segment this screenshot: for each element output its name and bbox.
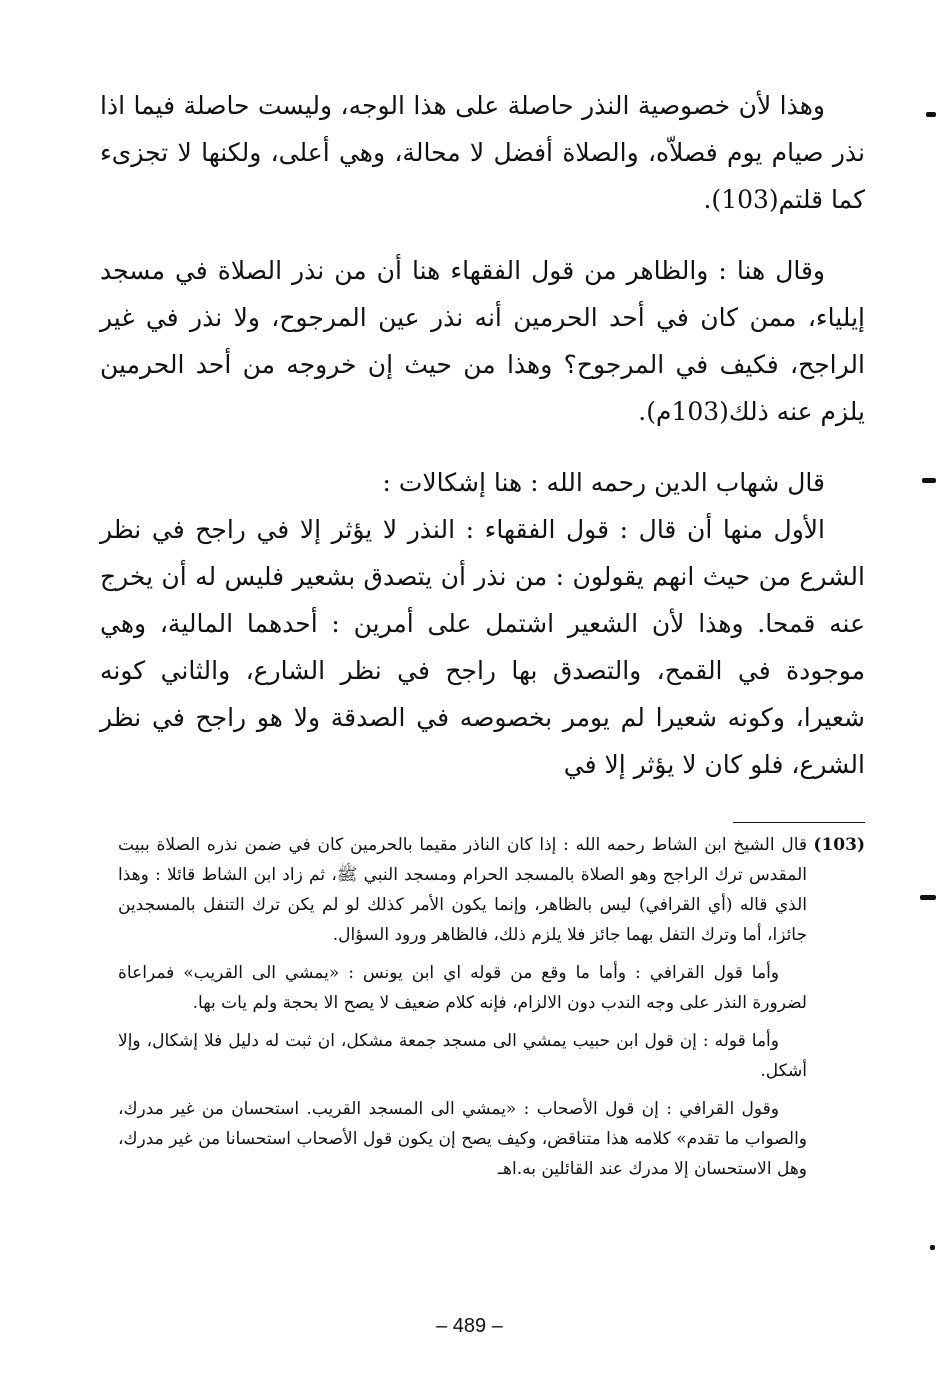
paragraph-1: وهذا لأن خصوصية النذر حاصلة على هذا الوجه، وليست حاصلة فيما اذا نذر صيام يوم فصلاّه، والصلاة أفضل لا محالة، وهي أعلى، ولكنها لا تجزىء كما قلتم(103). bbox=[100, 91, 865, 214]
footnote-divider bbox=[733, 822, 865, 823]
page-number: – 489 – bbox=[436, 1315, 503, 1337]
section-heading: قال شهاب الدين رحمه الله : هنا إشكالات : bbox=[382, 468, 825, 497]
footnotes bbox=[118, 830, 865, 1184]
scan-mark bbox=[920, 895, 936, 900]
footnote-103 bbox=[118, 830, 865, 1184]
footnote-paragraph-2: وأما قول القرافي : وأما ما وقع من قوله اي ابن يونس : «يمشي الى القريب» فمراعاة لضرورة النذر على وجه الندب دون الالزام، فإنه كلام ضعيف لا يصح الا بحجة ولم يات بها. bbox=[118, 963, 807, 1013]
scan-mark bbox=[922, 478, 936, 483]
footnote-paragraph-3: وأما قوله : إن قول ابن حبيب يمشي الى مسجد جمعة مشكل، ان ثبت له دليل فلا إشكال، وإلا أشكل. bbox=[118, 1031, 807, 1081]
scan-mark bbox=[926, 112, 936, 117]
footnote-paragraph-4: وقول القرافي : إن قول الأصحاب : «يمشي الى المسجد القريب. استحسان من غير مدرك، والصواب ما تقدم» كلامه هذا متناقض، وكيف يصح إن يكون قول الأصحاب استحسانا من غير مدرك، وهل الاستحسان إلا مدرك عند القائلين به.اهـ bbox=[118, 1099, 807, 1179]
paragraph-3: الأول منها أن قال : قول الفقهاء : النذر لا يؤثر إلا في راجح في نظر الشرع من حيث انهم يقولون : من نذر أن يتصدق بشعير فليس له أن يخرج عنه قمحا. وهذا لأن الشعير اشتمل على أمرين : أحدهما المالية، وهي موجودة في القمح، والتصدق بها راجح في نظر الشارع، والثاني كونه شعيرا، وكونه شعيرا لم يومر بخصوصه في الصدقة ولا هو راجح في نظر الشرع، فلو كان لا يؤثر إلا في bbox=[100, 515, 865, 779]
footnote-number: (103) bbox=[813, 835, 865, 855]
footnote-paragraph-1: قال الشيخ ابن الشاط رحمه الله : إذا كان الناذر مقيما بالحرمين كان في ضمن نذره الصلاة ببيت المقدس ترك الراجح وهو الصلاة بالمسجد الحرام ومسجد النبي ﷺ، ثم زاد ابن الشاط قائلا : وهذا الذي قاله (أي القرافي) ليس بالظاهر، وإنما يكون الأمر كذلك لو لم يكن ترك التنفل بالمسجدين جائزا، أما وترك التفل بهما جائز فلا يلزم ذلك، فالظاهر ورود السؤال. bbox=[118, 835, 807, 945]
paragraph-2: وقال هنا : والظاهر من قول الفقهاء هنا أن من نذر الصلاة في مسجد إيلياء، ممن كان في أحد الحرمين أنه نذر عين المرجوح، ولا نذر في غير الراجح، فكيف في المرجوح؟ وهذا من حيث إن خروجه من أحد الحرمين يلزم عنه ذلك(103م). bbox=[100, 256, 865, 426]
scan-mark bbox=[930, 1245, 935, 1250]
main-text bbox=[100, 82, 865, 788]
